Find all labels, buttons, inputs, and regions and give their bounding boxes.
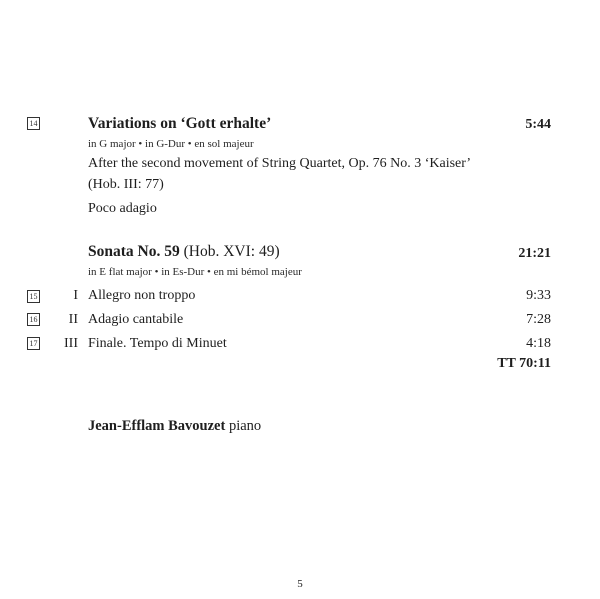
performer-instrument: piano xyxy=(225,418,262,434)
work-note-line1: After the second movement of String Quartet, Op. 76 No. 3 ‘Kaiser’ xyxy=(88,156,472,171)
work-note-line2: (Hob. III: 77) xyxy=(88,177,164,192)
track-number-box: 16 xyxy=(27,313,40,326)
sonata-duration: 21:21 xyxy=(518,246,551,261)
performer-credit xyxy=(88,418,261,435)
track-number-box: 15 xyxy=(27,290,40,303)
sonata-title xyxy=(88,243,280,261)
sonata-title-catalogue: (Hob. XVI: 49) xyxy=(179,243,280,260)
movement-duration: 4:18 xyxy=(526,336,551,351)
work-keys: in G major • in G-Dur • en sol majeur xyxy=(88,138,254,150)
work-tempo: Poco adagio xyxy=(88,201,157,216)
movement-duration: 7:28 xyxy=(526,312,551,327)
movement-numeral: I xyxy=(73,288,78,303)
work-duration: 5:44 xyxy=(525,117,551,132)
movement-title: Finale. Tempo di Minuet xyxy=(88,336,227,351)
sonata-title-main: Sonata No. 59 xyxy=(88,243,180,260)
performer-name: Jean-Efflam Bavouzet xyxy=(88,418,226,434)
movement-title: Adagio cantabile xyxy=(88,312,184,327)
page-number: 5 xyxy=(297,578,303,590)
movement-title: Allegro non troppo xyxy=(88,288,196,303)
track-number-box: 17 xyxy=(27,337,40,350)
sonata-keys: in E flat major • in Es-Dur • en mi bémol majeur xyxy=(88,266,302,278)
movement-duration: 9:33 xyxy=(526,288,551,303)
total-time: TT 70:11 xyxy=(497,356,551,371)
work-title: Variations on ‘Gott erhalte’ xyxy=(88,115,272,132)
track-number-box: 14 xyxy=(27,117,40,130)
movement-numeral: II xyxy=(68,312,78,327)
movement-numeral: III xyxy=(64,336,78,351)
